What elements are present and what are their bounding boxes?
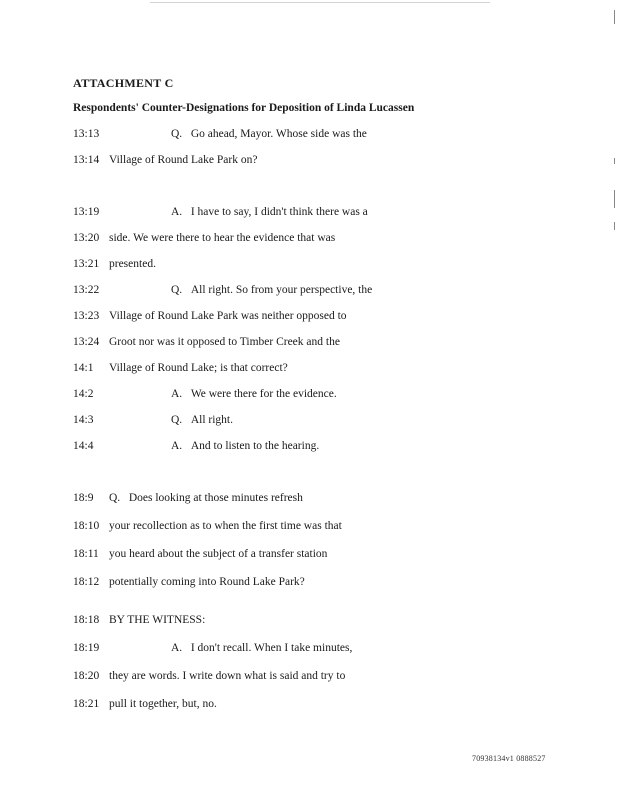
line-text: We were there for the evidence. <box>190 388 337 400</box>
scan-noise-top <box>150 2 490 3</box>
speaker-label: A. <box>171 388 183 400</box>
speaker-label: Q. <box>171 414 183 426</box>
transcript-line <box>73 414 233 426</box>
line-text: Go ahead, Mayor. Whose side was the <box>190 128 367 140</box>
line-text: they are words. I write down what is said and try to <box>109 670 346 682</box>
line-ref: 14:3 <box>73 414 94 426</box>
line-ref: 18:12 <box>73 576 100 588</box>
line-text: BY THE WITNESS: <box>109 614 206 626</box>
line-text: presented. <box>109 258 156 270</box>
line-text: Village of Round Lake Park on? <box>109 154 258 166</box>
line-ref: 13:20 <box>73 232 100 244</box>
transcript-line <box>73 232 335 244</box>
attachment-title: ATTACHMENT C <box>73 76 174 90</box>
transcript-line <box>73 206 368 218</box>
transcript-line <box>73 128 367 140</box>
line-ref: 18:19 <box>73 642 100 654</box>
transcript-line <box>73 670 345 682</box>
document-subtitle: Respondents' Counter-Designations for Deposition of Linda Lucassen <box>73 102 415 114</box>
transcript-line <box>73 336 340 348</box>
line-ref: 14:2 <box>73 388 94 400</box>
line-text: Village of Round Lake Park was neither opposed to <box>109 310 347 322</box>
transcript-line <box>73 284 372 296</box>
line-ref: 18:20 <box>73 670 100 682</box>
line-ref: 13:19 <box>73 206 100 218</box>
line-ref: 13:22 <box>73 284 100 296</box>
line-ref: 18:11 <box>73 548 99 560</box>
transcript-line <box>73 698 217 710</box>
speaker-label: A. <box>171 642 183 654</box>
line-text: Groot nor was it opposed to Timber Creek and the <box>109 336 340 348</box>
transcript-line <box>73 642 352 654</box>
line-text: I don't recall. When I take minutes, <box>190 642 353 654</box>
line-ref: 14:4 <box>73 440 94 452</box>
transcript-line <box>73 154 257 166</box>
scan-edge-mark-1 <box>614 10 615 24</box>
line-text: All right. <box>190 414 233 426</box>
transcript-line <box>73 576 305 588</box>
transcript-line <box>73 548 327 560</box>
transcript-line <box>73 258 156 270</box>
line-ref: 18:10 <box>73 520 100 532</box>
speaker-label: A. <box>171 206 183 218</box>
transcript-line <box>73 492 303 504</box>
line-text: I have to say, I didn't think there was a <box>190 206 368 218</box>
line-ref: 18:18 <box>73 614 100 626</box>
line-text: pull it together, but, no. <box>109 698 217 710</box>
line-ref: 13:14 <box>73 154 100 166</box>
line-text: All right. So from your perspective, the <box>190 284 373 296</box>
line-ref: 14:1 <box>73 362 94 374</box>
scan-edge-mark-4 <box>614 158 615 164</box>
transcript-line <box>73 614 205 626</box>
speaker-label: Q. <box>171 284 183 296</box>
scan-edge-mark-3 <box>614 222 615 230</box>
line-ref: 18:21 <box>73 698 100 710</box>
line-text: potentially coming into Round Lake Park? <box>109 576 305 588</box>
line-text: you heard about the subject of a transfer station <box>109 548 328 560</box>
speaker-label: Q. <box>171 128 183 140</box>
transcript-line <box>73 520 342 532</box>
document-id: 70938134v1 0888527 <box>472 754 546 763</box>
line-text: Village of Round Lake; is that correct? <box>109 362 288 374</box>
line-ref: 13:24 <box>73 336 100 348</box>
line-ref: 13:23 <box>73 310 100 322</box>
speaker-label: Q. <box>109 492 121 504</box>
transcript-line <box>73 362 288 374</box>
scan-edge-mark-2 <box>614 190 615 208</box>
line-text: side. We were there to hear the evidence that was <box>109 232 336 244</box>
line-text: your recollection as to when the first time was that <box>109 520 342 532</box>
line-ref: 18:9 <box>73 492 94 504</box>
transcript-line <box>73 388 337 400</box>
line-text: Does looking at those minutes refresh <box>128 492 303 504</box>
line-ref: 13:13 <box>73 128 100 140</box>
transcript-line <box>73 310 347 322</box>
line-text: And to listen to the hearing. <box>190 440 320 452</box>
speaker-label: A. <box>171 440 183 452</box>
line-ref: 13:21 <box>73 258 100 270</box>
transcript-line <box>73 440 319 452</box>
